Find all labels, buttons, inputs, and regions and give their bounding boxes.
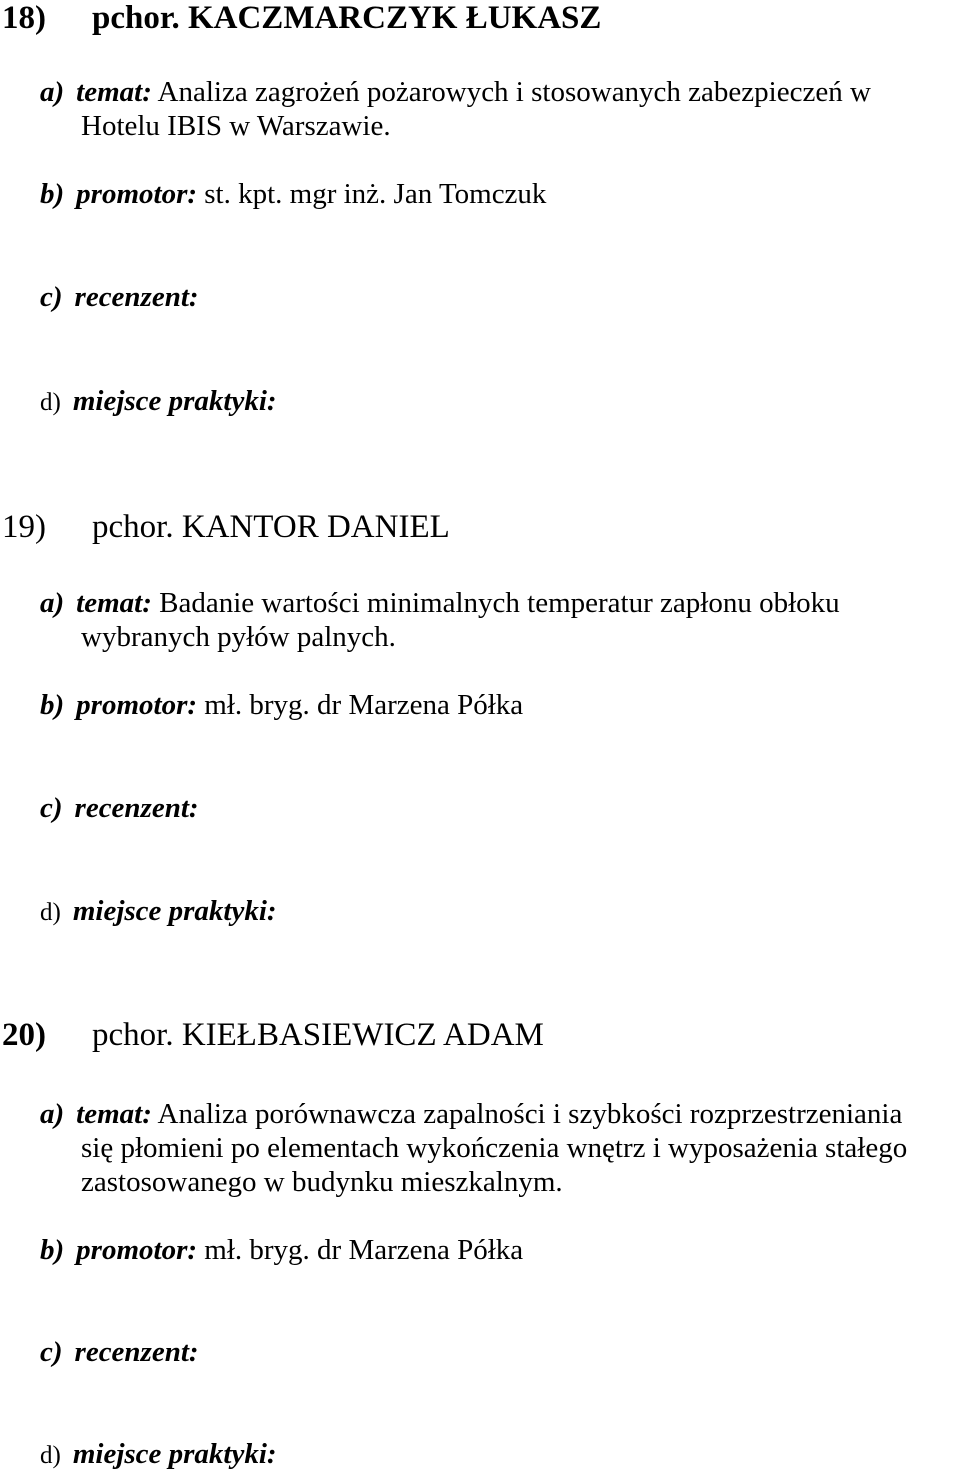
miejsce-letter: d) (40, 1442, 61, 1469)
temat-text: Analiza porównawcza zapalności i szybkości rozprzestrzeniania (157, 1098, 903, 1130)
recenzent-label: recenzent: (74, 792, 199, 824)
entry-name: pchor. KACZMARCZYK ŁUKASZ (92, 0, 602, 36)
temat-letter: a) (40, 587, 65, 619)
entry-heading (2, 0, 601, 36)
promotor-label: promotor: (76, 1234, 198, 1266)
entry-number: 18) (2, 0, 46, 36)
temat-text: Analiza zagrożeń pożarowych i stosowanych zabezpieczeń w (157, 76, 871, 108)
miejsce-label: miejsce praktyki: (72, 1438, 277, 1470)
promotor-line (40, 1233, 523, 1267)
miejsce-line (40, 1437, 277, 1473)
promotor-letter: b) (40, 178, 65, 210)
promotor-value: st. kpt. mgr inż. Jan Tomczuk (204, 178, 547, 210)
temat-text: Badanie wartości minimalnych temperatur zapłonu obłoku (159, 587, 840, 619)
recenzent-letter: c) (40, 1336, 63, 1368)
temat-letter: a) (40, 76, 65, 108)
temat-continuation: Hotelu IBIS w Warszawie. (81, 110, 391, 142)
miejsce-label: miejsce praktyki: (72, 895, 277, 927)
temat-label: temat: (76, 1098, 152, 1130)
temat-continuation: zastosowanego w budynku mieszkalnym. (81, 1166, 563, 1198)
temat-letter: a) (40, 1098, 65, 1130)
recenzent-line (40, 791, 199, 825)
promotor-letter: b) (40, 1234, 65, 1266)
miejsce-line (40, 894, 277, 930)
miejsce-label: miejsce praktyki: (72, 385, 277, 417)
entry-name: pchor. KANTOR DANIEL (92, 509, 450, 545)
promotor-line (40, 688, 523, 722)
promotor-value: mł. bryg. dr Marzena Półka (204, 1234, 524, 1266)
promotor-label: promotor: (76, 689, 198, 721)
miejsce-letter: d) (40, 389, 61, 416)
entry-name: pchor. KIEŁBASIEWICZ ADAM (92, 1017, 544, 1053)
temat-label: temat: (76, 76, 152, 108)
promotor-letter: b) (40, 689, 65, 721)
recenzent-label: recenzent: (74, 281, 199, 313)
temat-label: temat: (76, 587, 152, 619)
temat-line (40, 75, 871, 109)
recenzent-line (40, 280, 199, 314)
entry-heading (2, 1017, 544, 1053)
promotor-label: promotor: (76, 178, 198, 210)
temat-line (40, 1097, 902, 1131)
recenzent-letter: c) (40, 792, 63, 824)
miejsce-line (40, 384, 277, 420)
temat-continuation: się płomieni po elementach wykończenia wnętrz i wyposażenia stałego (81, 1132, 908, 1164)
entry-number: 19) (2, 509, 46, 545)
miejsce-letter: d) (40, 899, 61, 926)
entry-heading (2, 509, 450, 545)
entry-number: 20) (2, 1017, 46, 1053)
temat-continuation: wybranych pyłów palnych. (81, 621, 396, 653)
recenzent-letter: c) (40, 281, 63, 313)
promotor-line (40, 177, 546, 211)
recenzent-line (40, 1335, 199, 1369)
promotor-value: mł. bryg. dr Marzena Półka (204, 689, 524, 721)
temat-line (40, 586, 840, 620)
recenzent-label: recenzent: (74, 1336, 199, 1368)
